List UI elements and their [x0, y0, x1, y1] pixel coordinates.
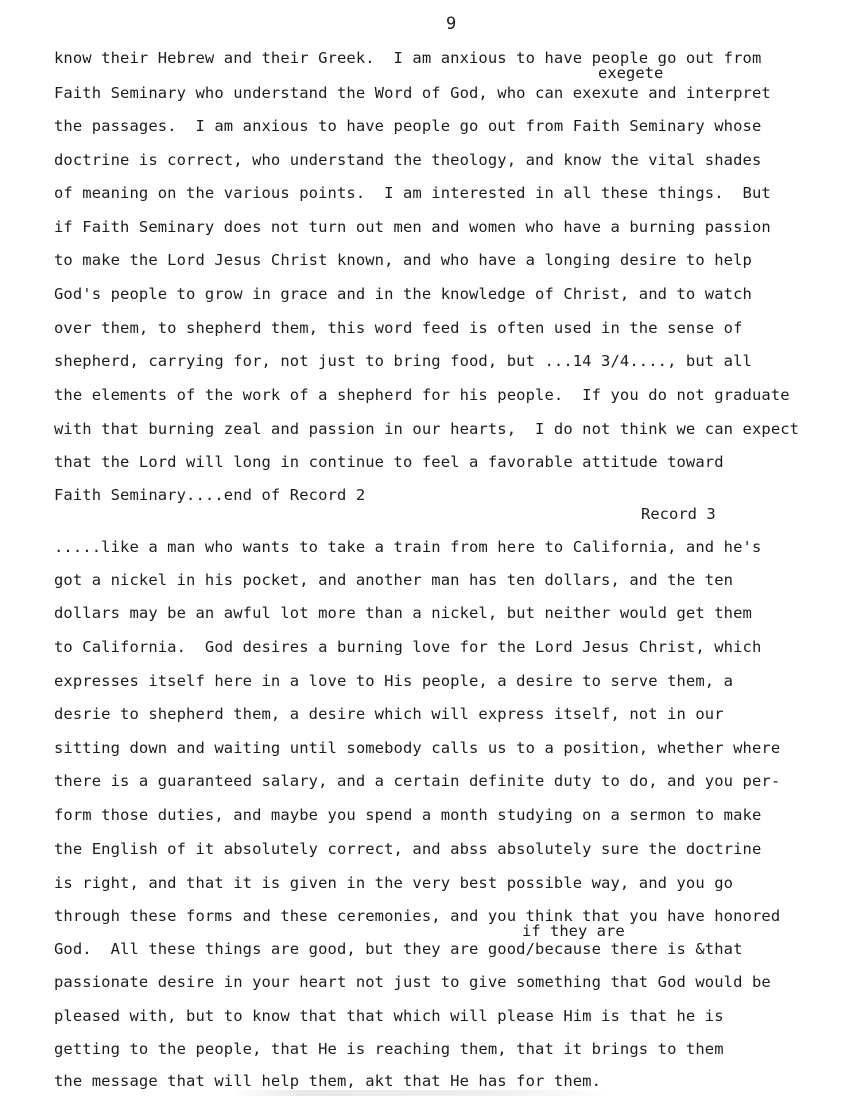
text-line: that the Lord will long in continue to feel a favorable attitude toward — [54, 453, 724, 471]
text-line: God. All these things are good, but they are good/because there is &that — [54, 940, 743, 958]
text-line: desrie to shepherd them, a desire which will express itself, not in our — [54, 705, 724, 723]
text-line: know their Hebrew and their Greek. I am anxious to have people go out from — [54, 49, 762, 67]
text-line: shepherd, carrying for, not just to bring food, but ...14 3/4...., but all — [54, 352, 752, 370]
text-line: if Faith Seminary does not turn out men and women who have a burning passion — [54, 218, 771, 236]
text-line: God's people to grow in grace and in the knowledge of Christ, and to watch — [54, 285, 752, 303]
text-line: to make the Lord Jesus Christ known, and who have a longing desire to help — [54, 251, 752, 269]
text-line: the message that will help them, akt that He has for them. — [54, 1072, 602, 1090]
text-line: through these forms and these ceremonies, and you think that you have honored — [54, 907, 781, 925]
text-line: Faith Seminary....end of Record 2 — [54, 486, 366, 504]
scan-smudge — [230, 1090, 610, 1096]
text-line: is right, and that it is given in the very best possible way, and you go — [54, 874, 734, 892]
text-line: the elements of the work of a shepherd for his people. If you do not graduate — [54, 386, 790, 404]
text-line: passionate desire in your heart not just to give something that God would be — [54, 973, 771, 991]
text-line: there is a guaranteed salary, and a certain definite duty to do, and you per- — [54, 772, 781, 790]
text-line: the passages. I am anxious to have people go out from Faith Seminary whose — [54, 117, 762, 135]
text-line: expresses itself here in a love to His people, a desire to serve them, a — [54, 672, 734, 690]
text-line: the English of it absolutely correct, and abss absolutely sure the doctrine — [54, 840, 762, 858]
text-line: of meaning on the various points. I am interested in all these things. But — [54, 184, 771, 202]
text-line: pleased with, but to know that that which will please Him is that he is — [54, 1007, 724, 1025]
text-line: with that burning zeal and passion in our hearts, I do not think we can expect — [54, 420, 800, 438]
text-line: over them, to shepherd them, this word feed is often used in the sense of — [54, 319, 743, 337]
annotation-if-they-are: if they are — [522, 922, 625, 940]
record-header: Record 3 — [641, 505, 716, 523]
text-line: .....like a man who wants to take a train from here to California, and he's — [54, 538, 762, 556]
text-line: got a nickel in his pocket, and another man has ten dollars, and the ten — [54, 571, 734, 589]
text-line: dollars may be an awful lot more than a nickel, but neither would get them — [54, 604, 752, 622]
text-line: getting to the people, that He is reaching them, that it brings to them — [54, 1040, 724, 1058]
text-line: sitting down and waiting until somebody calls us to a position, whether where — [54, 739, 781, 757]
text-line: form those duties, and maybe you spend a month studying on a sermon to make — [54, 806, 762, 824]
page-number: 9 — [446, 14, 457, 34]
text-line: Faith Seminary who understand the Word of God, who can exexute and interpret — [54, 84, 771, 102]
annotation-exegete: exegete — [598, 64, 664, 82]
text-line: to California. God desires a burning love for the Lord Jesus Christ, which — [54, 638, 762, 656]
text-line: doctrine is correct, who understand the theology, and know the vital shades — [54, 151, 762, 169]
